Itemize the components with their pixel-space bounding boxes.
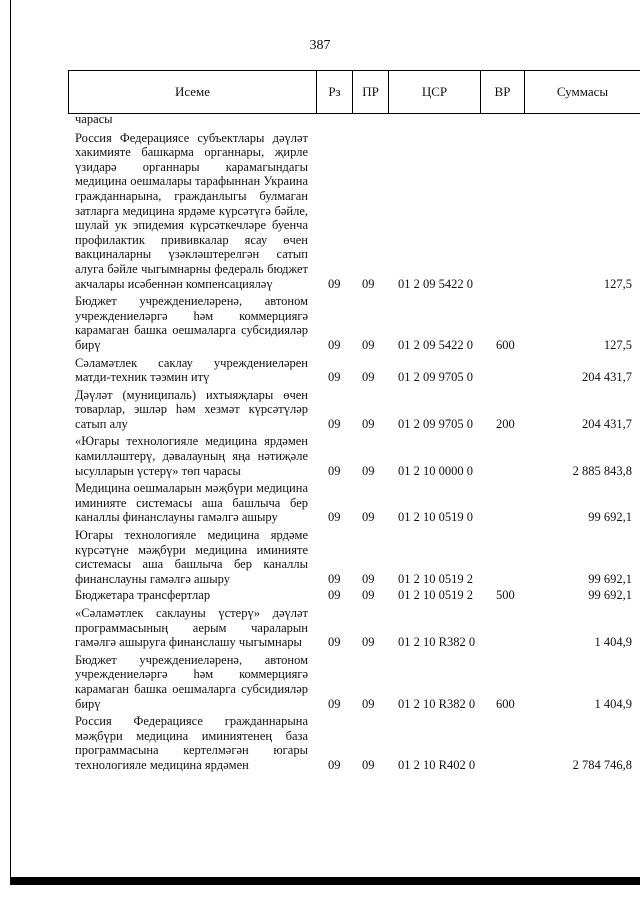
row-rz: 09 [328, 635, 341, 650]
header-vr: ВР [480, 71, 524, 113]
row-rz: 09 [328, 416, 341, 431]
row-vr: 600 [496, 337, 515, 352]
row-csr: 01 2 10 R402 0 [398, 757, 476, 772]
row-rz: 09 [328, 510, 341, 525]
row-csr: 01 2 09 5422 0 [398, 276, 473, 291]
row-rz: 09 [328, 276, 341, 291]
row-sum: 204 431,7 [582, 370, 632, 385]
row-rz: 09 [328, 463, 341, 478]
row-vr: 200 [496, 416, 515, 431]
row-pr: 09 [362, 463, 375, 478]
row-rz: 09 [328, 696, 341, 711]
table-row [0, 294, 640, 352]
row-sum: 99 692,1 [588, 588, 632, 603]
row-csr: 01 2 09 9705 0 [398, 370, 473, 385]
table-body [0, 112, 640, 773]
row-rz: 09 [328, 757, 341, 772]
table-row [0, 434, 640, 478]
row-name: чарасы [75, 112, 113, 126]
row-pr: 09 [362, 696, 375, 711]
row-name: Сәламәтлек саклау учреждениеләрен матди-техник тәэмин итү [75, 355, 308, 385]
table-row [0, 356, 640, 385]
row-rz: 09 [328, 337, 341, 352]
row-csr: 01 2 10 0519 2 [398, 571, 473, 586]
row-rz: 09 [328, 571, 341, 586]
table-header [68, 70, 640, 114]
row-csr: 01 2 10 0519 2 [398, 588, 473, 603]
table-row [0, 528, 640, 586]
row-pr: 09 [362, 757, 375, 772]
header-pr: ПР [352, 71, 388, 113]
row-name: Бюджет учреждениеләренә, автоном учреждениеләргә һәм коммерциягә карамаган башка оешмаларга субсидияләр бирү [75, 652, 308, 711]
row-name: Медицина оешмаларын мәҗбүри медицина иминияте системасы аша башлыча бер каналлы финанслауны гамәлгә ашыру [75, 481, 308, 525]
row-pr: 09 [362, 571, 375, 586]
row-csr: 01 2 10 R382 0 [398, 696, 476, 711]
table-row [0, 606, 640, 650]
row-sum: 2 784 746,8 [572, 757, 632, 772]
row-sum: 127,5 [603, 276, 632, 291]
table-row [0, 112, 640, 127]
header-sum: Суммасы [524, 71, 640, 113]
row-sum: 1 404,9 [594, 635, 632, 650]
row-name: Россия Федерациясе гражданнарына мәҗбүри медицина иминиятенең база программасына кертелмәгән югары технологияле медицина ярдәмен [75, 714, 308, 772]
table-row [0, 131, 640, 292]
row-sum: 2 885 843,8 [572, 463, 632, 478]
page-number: 387 [309, 38, 331, 53]
row-pr: 09 [362, 370, 375, 385]
row-name: Бюджетара трансфертлар [75, 588, 211, 603]
row-pr: 09 [362, 510, 375, 525]
row-sum: 99 692,1 [588, 510, 632, 525]
row-name: Югары технологияле медицина ярдәме күрсәтүне мәҗбүри медицина иминияте системасы аша башлыча бер каналлы финанслауны гамәлгә ашыру [75, 528, 308, 586]
row-name: «Югары технологияле медицина ярдәмен камилләштерү, дәвалауның яңа нәтиҗәле ысулларын үстерү» төп чарасы [75, 434, 308, 478]
scan-edge-bottom [10, 877, 640, 885]
table-row [0, 714, 640, 772]
row-vr: 500 [496, 588, 515, 603]
row-sum: 127,5 [603, 337, 632, 352]
row-name: Россия Федерациясе субъектлары дәүләт хакимияте башкарма органнары, җирле үзидарә органнары карамагындагы медицина оешмалары тарафыннан Украина гражданнарына, гражданлыгы булмаган затларга медицина ярдәме күрсәтүгә бәйле, шулай ук эпидемия күрсәткечләре буенча профилактик прививкалар ясау өчен вакциналарны үзәкләштерелгән сатып алуга бәйле чыгымнарны федераль бюджет акчалары исәбеннән компенсацияләү [75, 130, 308, 291]
table-row [0, 588, 640, 603]
table-row [0, 481, 640, 525]
row-pr: 09 [362, 588, 375, 603]
row-pr: 09 [362, 276, 375, 291]
row-csr: 01 2 10 0519 0 [398, 510, 473, 525]
row-pr: 09 [362, 635, 375, 650]
row-name: Бюджет учреждениеләренә, автоном учреждениеләргә һәм коммерциягә карамаган башка оешмаларга субсидияләр бирү [75, 294, 308, 352]
row-rz: 09 [328, 588, 341, 603]
row-rz: 09 [328, 370, 341, 385]
row-sum: 204 431,7 [582, 416, 632, 431]
header-name: Исеме [68, 71, 316, 113]
row-pr: 09 [362, 416, 375, 431]
header-csr: ЦСР [388, 71, 480, 113]
row-csr: 01 2 09 9705 0 [398, 416, 473, 431]
row-sum: 99 692,1 [588, 571, 632, 586]
row-pr: 09 [362, 337, 375, 352]
row-name: «Сәламәтлек саклауны үстерү» дәүләт программасының аерым чараларын гамәлгә ашыруга финанслашу чыгымнары [75, 606, 308, 650]
header-rz: Рз [316, 71, 352, 113]
row-sum: 1 404,9 [594, 696, 632, 711]
row-csr: 01 2 10 0000 0 [398, 463, 473, 478]
row-csr: 01 2 09 5422 0 [398, 337, 473, 352]
row-name: Дәүләт (муниципаль) ихтыяҗлары өчен товарлар, эшләр һәм хезмәт күрсәтүләр сатып алу [75, 387, 308, 431]
table-row [0, 653, 640, 711]
row-vr: 600 [496, 696, 515, 711]
table-row [0, 388, 640, 432]
row-csr: 01 2 10 R382 0 [398, 635, 476, 650]
